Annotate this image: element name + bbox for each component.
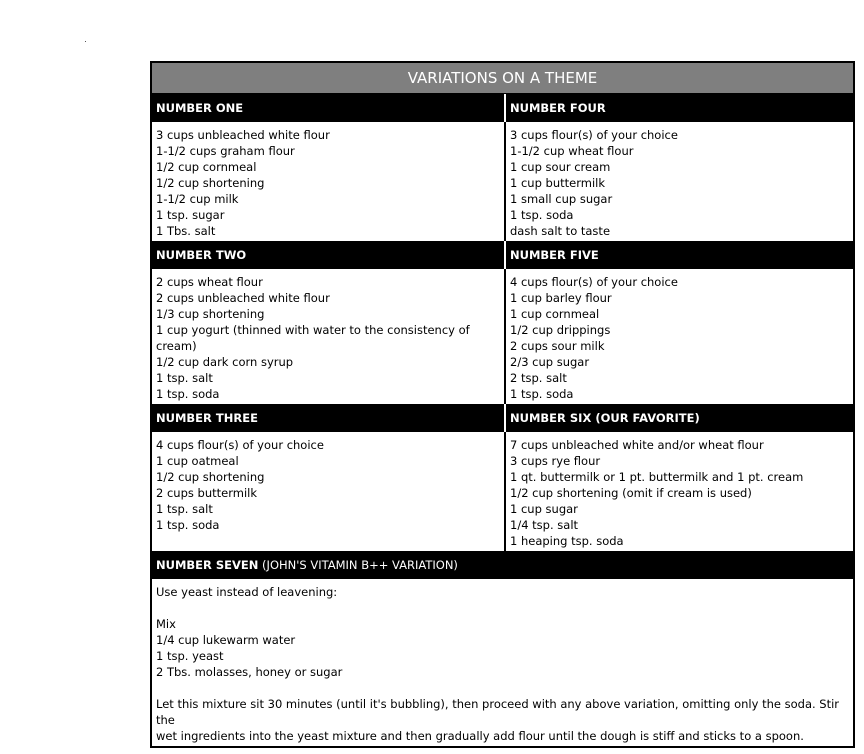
ingredient-line: 1/2 cup shortening (omit if cream is used) <box>510 486 752 500</box>
ingredient-line: 1 tsp. sugar <box>156 208 225 222</box>
ingredient-line: 1 heaping tsp. soda <box>510 534 624 548</box>
recipe-heading: NUMBER SIX (OUR FAVORITE) <box>504 404 853 432</box>
header-row <box>152 404 853 432</box>
recipe-heading: NUMBER FOUR <box>504 94 853 122</box>
ingredient-line: 1 cup barley flour <box>510 291 612 305</box>
ingredient-line: dash salt to taste <box>510 224 611 238</box>
recipe-heading-subtitle: (JOHN'S VITAMIN B++ VARIATION) <box>258 558 458 572</box>
mix-label: Mix <box>156 617 176 631</box>
ingredients-row <box>152 432 853 551</box>
ingredient-line: 2 cups unbleached white flour <box>156 291 330 305</box>
ingredient-line: 2 cups buttermilk <box>156 486 257 500</box>
ingredient-line: 1 cup sour cream <box>510 160 611 174</box>
ingredient-line: 1 tsp. soda <box>156 387 220 401</box>
ingredients-row <box>152 122 853 241</box>
ingredient-line: 1-1/2 cup milk <box>156 192 239 206</box>
ingredient-line: 3 cups unbleached white flour <box>156 128 330 142</box>
ingredient-line: cream) <box>156 339 197 353</box>
ingredient-line: 1 tsp. salt <box>156 371 213 385</box>
ingredient-line: 4 cups flour(s) of your choice <box>156 438 324 452</box>
ingredient-line: 1 cup buttermilk <box>510 176 605 190</box>
ingredient-list <box>504 432 853 551</box>
stray-dot <box>85 41 86 42</box>
intro-text: Use yeast instead of leavening: <box>156 585 338 599</box>
ingredient-list <box>504 269 853 404</box>
ingredient-line: 2 cups sour milk <box>510 339 605 353</box>
ingredient-line: 1 tsp. soda <box>510 387 574 401</box>
ingredient-list <box>152 122 504 241</box>
header-row <box>152 94 853 122</box>
ingredient-line: 1/2 cup dark corn syrup <box>156 355 294 369</box>
ingredient-line: 1/2 cup shortening <box>156 176 265 190</box>
ingredient-line: 7 cups unbleached white and/or wheat flour <box>510 438 764 452</box>
header-row <box>152 241 853 269</box>
recipe-heading: NUMBER THREE <box>152 404 504 432</box>
recipe-heading-bold: NUMBER SEVEN <box>156 558 259 572</box>
ingredient-line: 4 cups flour(s) of your choice <box>510 275 678 289</box>
recipe-heading: NUMBER TWO <box>152 241 504 269</box>
ingredient-line: 1 qt. buttermilk or 1 pt. buttermilk and 1 pt. cream <box>510 470 804 484</box>
recipe-heading: NUMBER FIVE <box>504 241 853 269</box>
ingredient-line: 1 cup yogurt (thinned with water to the consistency of <box>156 323 470 337</box>
ingredient-line: 1 cup cornmeal <box>510 307 600 321</box>
ingredient-line: 1 cup sugar <box>510 502 578 516</box>
ingredient-line: 1/4 tsp. salt <box>510 518 579 532</box>
ingredient-line: 2 Tbs. molasses, honey or sugar <box>156 665 343 679</box>
ingredient-line: 1/3 cup shortening <box>156 307 265 321</box>
recipe-seven-body <box>152 579 853 746</box>
recipe-heading: NUMBER ONE <box>152 94 504 122</box>
instruction-text: wet ingredients into the yeast mixture and then gradually add flour until the dough is stiff and sticks to a spoon. <box>156 729 804 743</box>
table-title: VARIATIONS ON A THEME <box>152 63 853 94</box>
ingredient-line: 1-1/2 cup wheat flour <box>510 144 634 158</box>
ingredient-line: 1/4 cup lukewarm water <box>156 633 296 647</box>
ingredient-line: 3 cups flour(s) of your choice <box>510 128 678 142</box>
ingredient-line: 1 small cup sugar <box>510 192 613 206</box>
recipe-heading-seven <box>152 551 853 579</box>
ingredient-line: 1 tsp. soda <box>156 518 220 532</box>
ingredient-line: 1 tsp. yeast <box>156 649 224 663</box>
ingredient-line: 1/2 cup cornmeal <box>156 160 257 174</box>
ingredient-list <box>504 122 853 241</box>
ingredient-line: 2/3 cup sugar <box>510 355 590 369</box>
instruction-text: Let this mixture sit 30 minutes (until it's bubbling), then proceed with any above variation, omitting only the soda. Stir the <box>156 697 840 727</box>
ingredient-line: 2 tsp. salt <box>510 371 567 385</box>
ingredient-line: 1 cup oatmeal <box>156 454 239 468</box>
ingredient-line: 1-1/2 cups graham flour <box>156 144 295 158</box>
ingredient-line: 2 cups wheat flour <box>156 275 263 289</box>
ingredient-list <box>152 432 504 551</box>
ingredient-line: 1 tsp. soda <box>510 208 574 222</box>
ingredient-line: 1/2 cup drippings <box>510 323 611 337</box>
ingredients-row <box>152 269 853 404</box>
ingredient-line: 1 tsp. salt <box>156 502 213 516</box>
ingredient-line: 1/2 cup shortening <box>156 470 265 484</box>
ingredient-line: 3 cups rye flour <box>510 454 601 468</box>
ingredient-list <box>152 269 504 404</box>
recipe-variations-table <box>150 61 855 748</box>
ingredient-line: 1 Tbs. salt <box>156 224 216 238</box>
